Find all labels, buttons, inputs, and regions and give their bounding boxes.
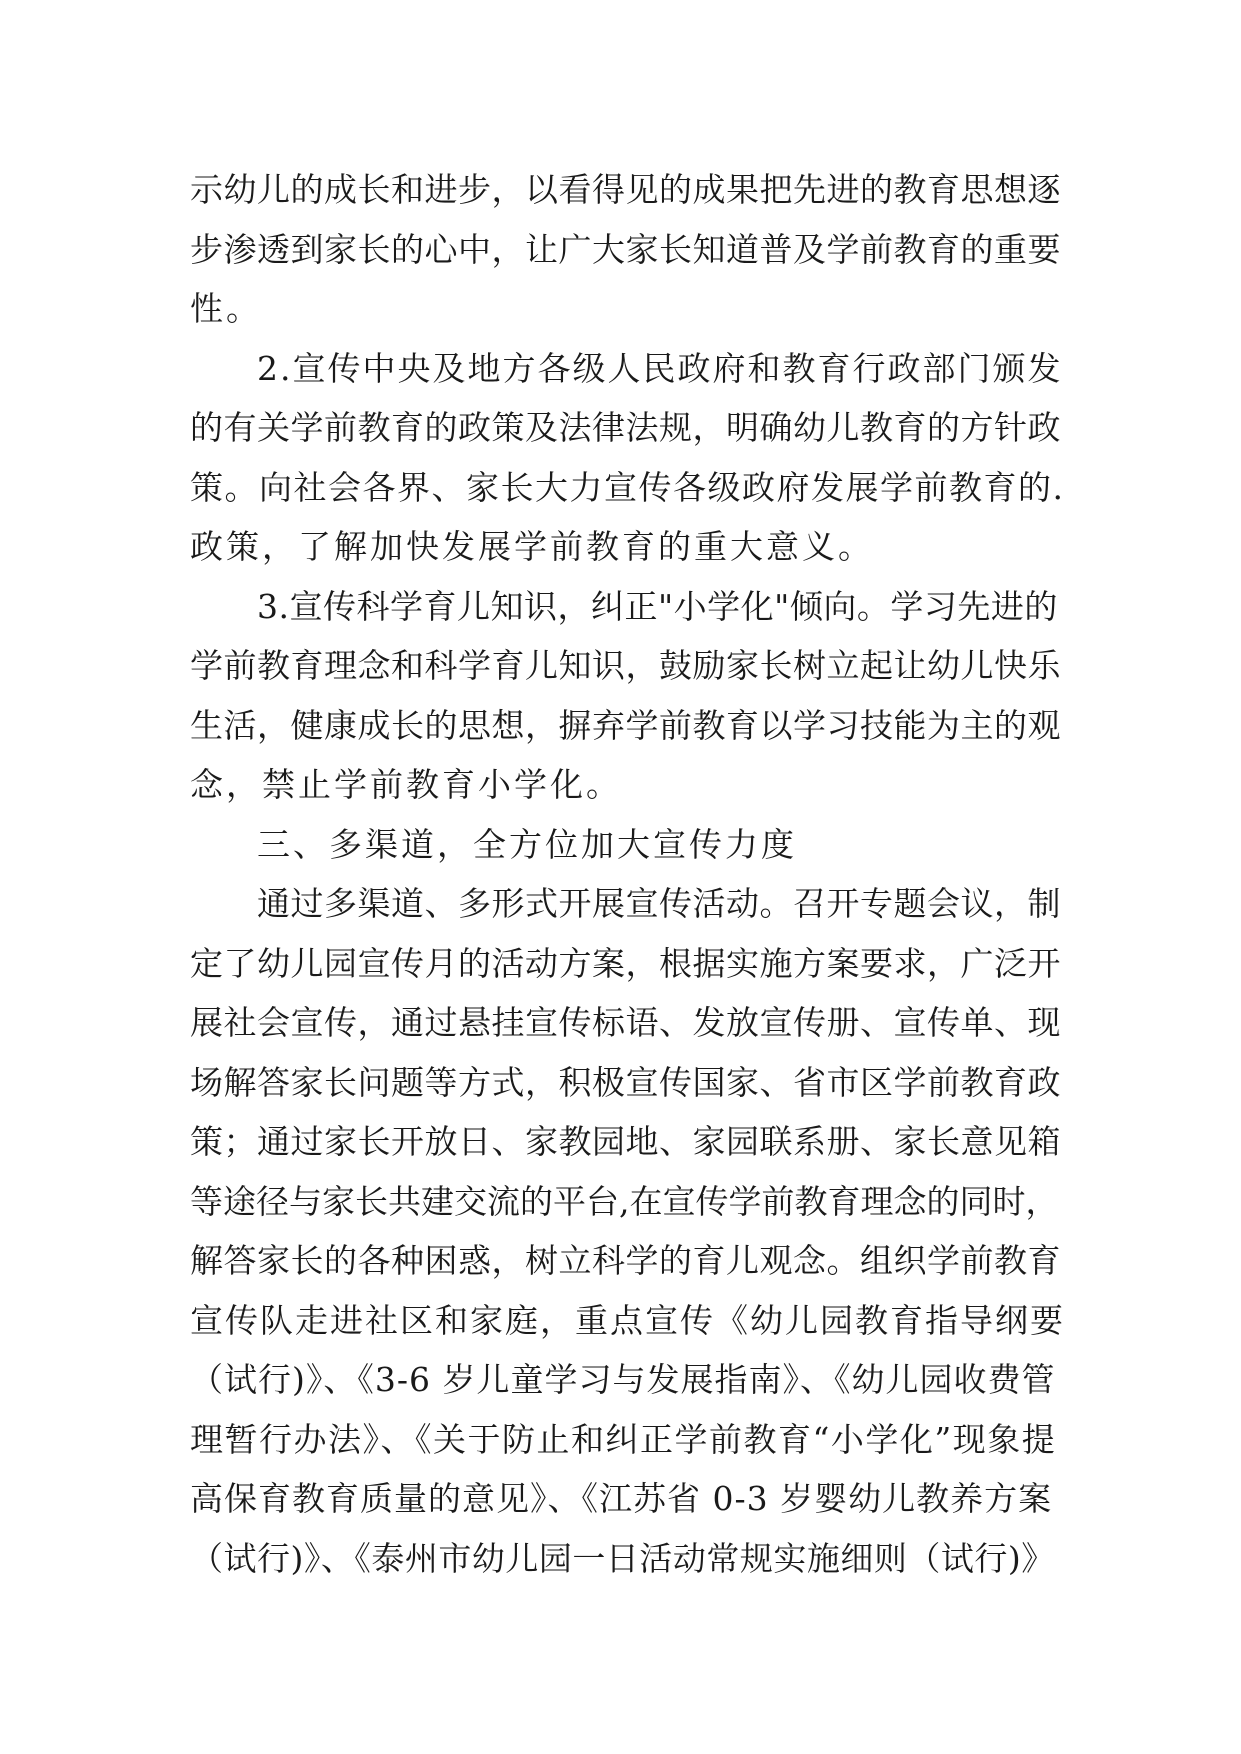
text-line: 高保育教育质量的意见》、《江苏省 0-3 岁婴幼儿教养方案 (190, 1479, 1053, 1518)
text-line: 三、多渠道，全方位加大宣传力度 (257, 824, 797, 864)
text-line: 等途径与家长共建交流的平台,在宣传学前教育理念的同时， (190, 1181, 1059, 1221)
text-line: 学前教育理念和科学育儿知识，鼓励家长树立起让幼儿快乐 (190, 646, 1061, 685)
text-line: 策。向社会各界、家长大力宣传各级政府发展学前教育的. (190, 467, 1065, 507)
text-line: （试行)》、《泰州市幼儿园一日活动常规实施细则（试行)》 (190, 1538, 1055, 1578)
text-line: 2.宣传中央及地方各级人民政府和教育行政部门颁发 (257, 348, 1063, 388)
text-line: 展社会宣传，通过悬挂宣传标语、发放宣传册、宣传单、现 (190, 1003, 1061, 1042)
text-line: 策；通过家长开放日、家教园地、家园联系册、家长意见箱 (190, 1122, 1061, 1161)
text-line: 解答家长的各种困惑，树立科学的育儿观念。组织学前教育 (190, 1241, 1061, 1280)
text-line: 理暂行办法》、《关于防止和纠正学前教育“小学化”现象提 (190, 1419, 1057, 1459)
text-line: 的有关学前教育的政策及法律法规，明确幼儿教育的方针政 (190, 408, 1061, 447)
text-line: （试行)》、《3-6 岁儿童学习与发展指南》、《幼儿园收费管 (190, 1360, 1056, 1399)
text-line: 宣传队走进社区和家庭，重点宣传《幼儿园教育指导纲要 (190, 1300, 1065, 1340)
text-line: 3.宣传科学育儿知识，纠正"小学化"倾向。学习先进的 (257, 586, 1058, 626)
text-line: 步渗透到家长的心中，让广大家长知道普及学前教育的重要 (190, 229, 1061, 269)
text-line: 示幼儿的成长和进步，以看得见的成果把先进的教育思想逐 (190, 170, 1061, 209)
body-text (190, 160, 1065, 1588)
text-line: 性。 (190, 289, 262, 328)
text-line: 通过多渠道、多形式开展宣传活动。召开专题会议，制 (257, 884, 1061, 923)
text-line: 场解答家长问题等方式，积极宣传国家、省市区学前教育政 (190, 1062, 1061, 1102)
text-line: 政策，了解加快发展学前教育的重大意义。 (190, 527, 874, 566)
text-line: 念，禁止学前教育小学化。 (190, 765, 622, 804)
text-line: 生活，健康成长的思想，摒弃学前教育以学习技能为主的观 (190, 705, 1061, 745)
text-line: 定了幼儿园宣传月的活动方案，根据实施方案要求，广泛开 (190, 943, 1061, 983)
